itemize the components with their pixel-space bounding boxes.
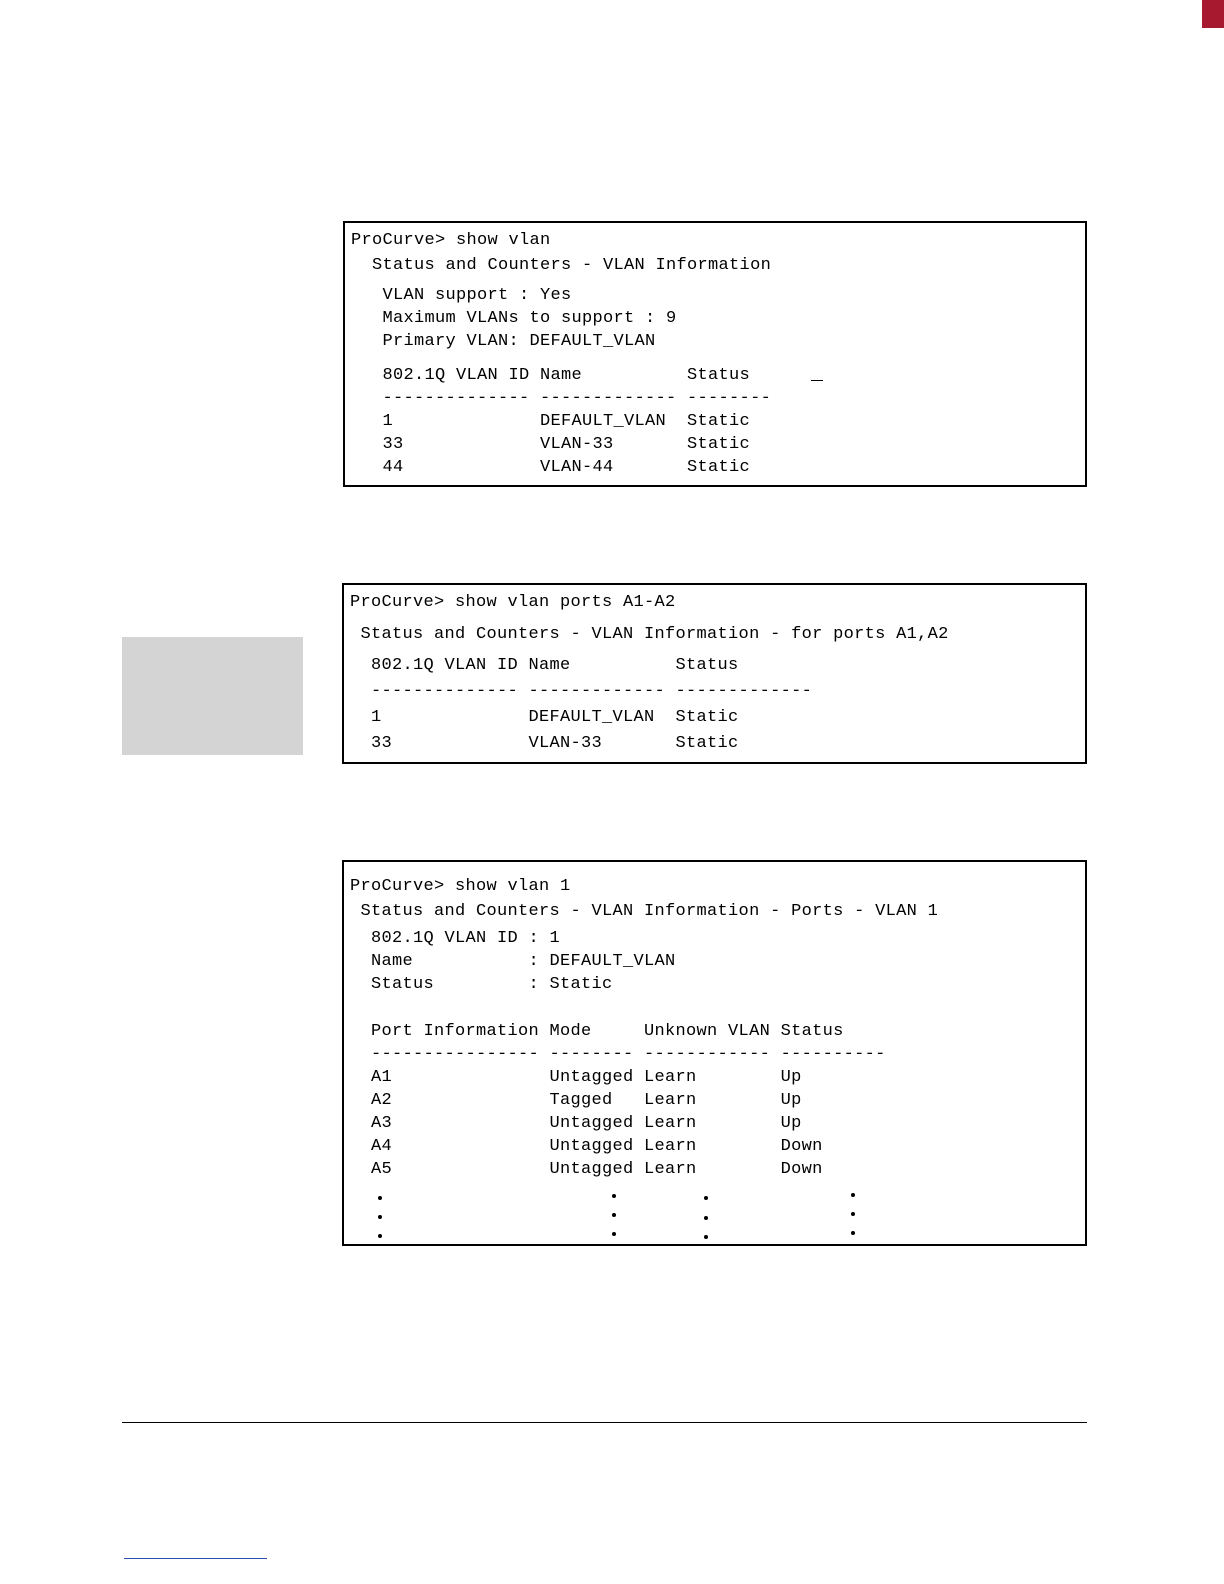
stray-mark (811, 380, 823, 381)
ellipsis-dot (612, 1213, 616, 1217)
terminal-show-vlan-1 (342, 860, 1087, 1246)
ellipsis-dot (704, 1196, 708, 1200)
table-row: A2 Tagged Learn Up (350, 1091, 802, 1110)
table-separator: ---------------- -------- ------------ ---------- (350, 1045, 886, 1064)
ellipsis-dot (612, 1194, 616, 1198)
table-row: 33 VLAN-33 Static (351, 435, 751, 454)
output-heading: Status and Counters - VLAN Information - for ports A1,A2 (350, 625, 949, 644)
command-prompt: ProCurve> show vlan 1 (350, 877, 571, 896)
ellipsis-dot (378, 1234, 382, 1238)
table-row: A1 Untagged Learn Up (350, 1068, 802, 1087)
output-heading: Status and Counters - VLAN Information (351, 256, 772, 275)
footer-link-underline (124, 1558, 267, 1559)
table-row: 33 VLAN-33 Static (350, 734, 739, 753)
table-header: 802.1Q VLAN ID Name Status (350, 656, 739, 675)
table-row: A4 Untagged Learn Down (350, 1137, 823, 1156)
command-prompt: ProCurve> show vlan (351, 231, 551, 250)
vlan-name: Name : DEFAULT_VLAN (350, 952, 676, 971)
footer-rule (122, 1422, 1087, 1423)
vlan-id: 802.1Q VLAN ID : 1 (350, 929, 561, 948)
vlan-support: VLAN support : Yes (351, 286, 572, 305)
table-row: A5 Untagged Learn Down (350, 1160, 823, 1179)
vlan-status: Status : Static (350, 975, 613, 994)
terminal-show-vlan-ports (342, 583, 1087, 764)
table-row: 1 DEFAULT_VLAN Static (351, 412, 751, 431)
ellipsis-dot (851, 1231, 855, 1235)
table-separator: -------------- ------------- -------- (351, 389, 772, 408)
output-heading: Status and Counters - VLAN Information - Ports - VLAN 1 (350, 902, 939, 921)
table-header: 802.1Q VLAN ID Name Status (351, 366, 751, 385)
terminal-show-vlan (343, 221, 1087, 487)
chapter-tab-marker (1202, 0, 1224, 28)
sidebar-gray-block (122, 637, 303, 755)
table-header: Port Information Mode Unknown VLAN Status (350, 1022, 844, 1041)
ellipsis-dot (704, 1235, 708, 1239)
ellipsis-dot (378, 1215, 382, 1219)
table-row: 44 VLAN-44 Static (351, 458, 751, 477)
table-row: 1 DEFAULT_VLAN Static (350, 708, 739, 727)
primary-vlan: Primary VLAN: DEFAULT_VLAN (351, 332, 656, 351)
command-prompt: ProCurve> show vlan ports A1-A2 (350, 593, 676, 612)
table-row: A3 Untagged Learn Up (350, 1114, 802, 1133)
ellipsis-dot (704, 1216, 708, 1220)
table-separator: -------------- ------------- ------------- (350, 682, 813, 701)
ellipsis-dot (612, 1232, 616, 1236)
ellipsis-dot (851, 1212, 855, 1216)
ellipsis-dot (851, 1193, 855, 1197)
ellipsis-dot (378, 1196, 382, 1200)
max-vlans: Maximum VLANs to support : 9 (351, 309, 677, 328)
